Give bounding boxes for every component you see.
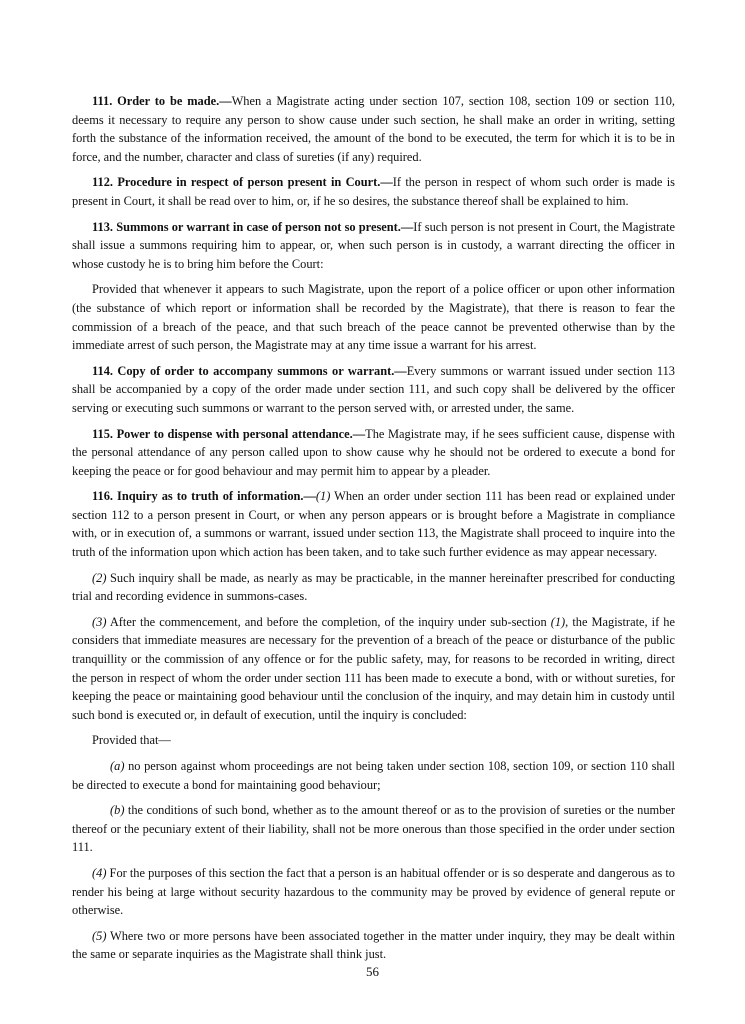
section-heading: 113. Summons or warrant in case of person not so present.— <box>92 219 414 234</box>
subsection-body: Such inquiry shall be made, as nearly as may be practicable, in the manner hereinafter prescribed for conducting trial and recording evidence in summons-cases. <box>72 570 675 604</box>
clause-body: the conditions of such bond, whether as to the amount thereof or as to the provision of sureties or the number thereof or the pecuniary extent of their liability, shall not be more onerous than those specified in the order under section 111. <box>72 803 675 855</box>
section-heading: 115. Power to dispense with personal attendance.— <box>92 426 366 441</box>
document-page <box>72 92 675 971</box>
subsection-body: After the commencement, and before the completion, of the inquiry under sub-section <box>106 614 551 629</box>
section-116-sub3 <box>72 613 675 725</box>
clause-body: no person against whom proceedings are not being taken under section 108, section 109, or section 110 shall be directed to execute a bond for maintaining good behaviour; <box>72 759 675 792</box>
page-number: 56 <box>366 964 379 979</box>
section-body: The Magistrate may, if he sees sufficient cause, dispense with the personal attendance of any person called upon to show cause why he should not be ordered to execute a bond for keeping the peace or for good behaviour and may permit him to appear by a pleader. <box>72 426 675 478</box>
section-112 <box>72 173 675 210</box>
subsection-number: (2) <box>92 570 107 585</box>
subsection-body: When an order under section 111 has been read or explained under section 112 to a person present in Court, or when any person appears or is brought before a Magistrate in compliance with, or in execution of, a summons or warrant, issued under section 113, the Magistrate shall proceed to inquire into the truth of the information upon which action has been taken, and to take such further evidence as may appear necessary. <box>72 489 675 560</box>
section-heading: 112. Procedure in respect of person present in Court.— <box>92 175 393 190</box>
section-body: Every summons or warrant issued under section 113 shall be accompanied by a copy of the order made under section 111, and such copy shall be delivered by the officer serving or executing such summons or warrant to the person served with, or arrested under, the same. <box>72 363 675 415</box>
subsection-number: (4) <box>92 865 107 880</box>
section-116-sub1 <box>72 487 675 561</box>
section-116-clause-b <box>72 801 675 857</box>
section-heading: 116. Inquiry as to truth of information.— <box>92 489 316 504</box>
subsection-number: (5) <box>92 928 107 943</box>
clause-number: (b) <box>110 803 125 818</box>
subsection-number: (1) <box>315 489 331 504</box>
section-heading: 111. Order to be made.— <box>92 94 232 108</box>
section-116-clause-a <box>72 757 675 794</box>
section-body: If the person in respect of whom such order is made is present in Court, it shall be read over to him, or, if he so desires, the substance thereof shall be explained to him. <box>72 175 676 208</box>
subsection-reference: (1) <box>550 614 566 629</box>
section-116-sub5 <box>72 927 675 964</box>
section-113 <box>72 218 675 274</box>
section-116-sub2 <box>72 569 675 606</box>
subsection-number: (3) <box>92 614 107 629</box>
clause-number: (a) <box>110 759 125 773</box>
section-113-proviso: Provided that whenever it appears to such Magistrate, upon the report of a police officer or upon other information (the substance of which report or information shall be recorded by the Magistrate), that there is reason to fear the commission of a breach of the peace, and that such breach of the peace cannot be prevented otherwise than by the immediate arrest of such person, the Magistrate may at any time issue a warrant for his arrest. <box>72 282 675 353</box>
subsection-body: For the purposes of this section the fact that a person is an habitual offender or is so desperate and dangerous as to render his being at large without security hazardous to the community may be proved by evidence of general repute or otherwise. <box>72 865 676 918</box>
subsection-body: Where two or more persons have been associated together in the matter under inquiry, they may be dealt within the same or separate inquiries as the Magistrate shall think just. <box>72 928 675 962</box>
subsection-body: , the Magistrate, if he considers that immediate measures are necessary for the prevention of a breach of the peace or disturbance of the public tranquillity or the commission of any offence or for the public safety, may, for reasons to be recorded in writing, direct the person in respect of whom the order under section 111 has been made to execute a bond, with or without sureties, for keeping the peace or maintaining good behaviour until the conclusion of the inquiry, and may detain him in custody until such bond is executed or, in default of execution, until the inquiry is concluded: <box>72 614 675 722</box>
section-111 <box>72 92 675 166</box>
section-body: If such person is not present in Court, the Magistrate shall issue a summons requiring him to appear, or, when such person is in custody, a warrant directing the officer in whose custody he is to bring him before the Court: <box>72 219 675 271</box>
section-114 <box>72 362 675 418</box>
section-116-sub4 <box>72 864 675 920</box>
section-116-proviso-head: Provided that— <box>92 733 171 748</box>
section-heading: 114. Copy of order to accompany summons or warrant.— <box>92 363 407 378</box>
section-115 <box>72 425 675 481</box>
section-body: When a Magistrate acting under section 107, section 108, section 109 or section 110, deems it necessary to require any person to show cause under such section, he shall make an order in writing, setting forth the substance of the information received, the amount of the bond to be executed, the term for which it is to be in force, and the number, character and class of sureties (if any) required. <box>72 94 676 164</box>
